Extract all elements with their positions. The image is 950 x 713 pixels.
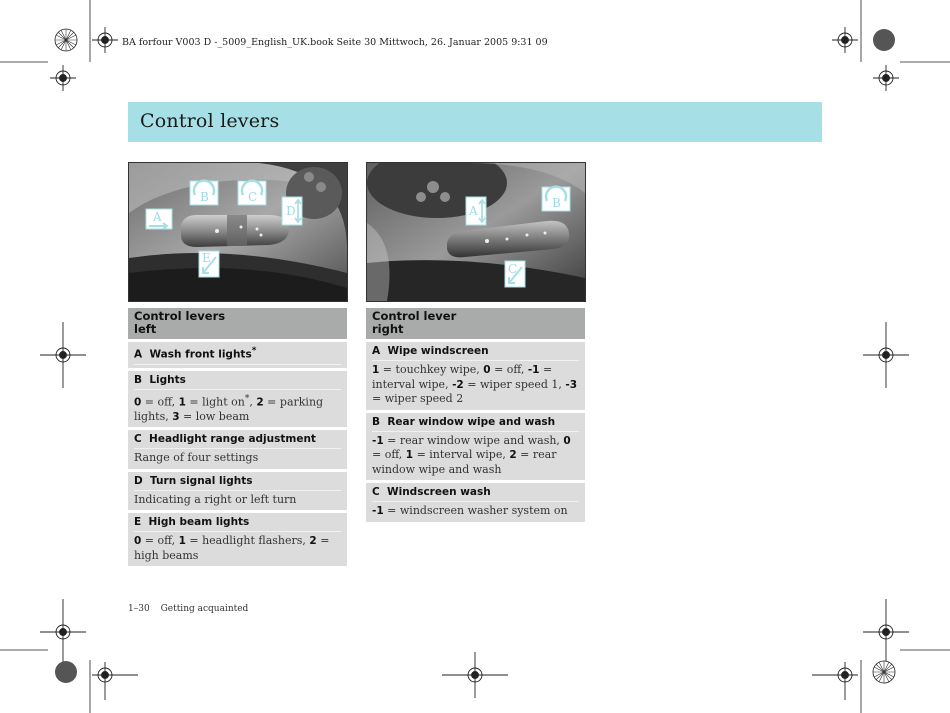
setting-value: -1 — [372, 505, 384, 517]
row-letter: C — [134, 433, 142, 446]
table-row — [366, 483, 585, 522]
table-header — [366, 308, 585, 339]
svg-text:E: E — [202, 251, 211, 265]
table-row — [128, 472, 347, 511]
svg-text:A: A — [469, 204, 478, 218]
row-heading — [134, 344, 341, 365]
table-header — [128, 308, 347, 339]
row-heading — [134, 373, 341, 390]
row-name: Windscreen wash — [387, 486, 491, 498]
row-heading — [134, 474, 341, 491]
row-letter: A — [372, 345, 381, 357]
row-letter: D — [134, 474, 143, 487]
setting-value: 3 — [172, 410, 180, 423]
row-heading — [372, 485, 579, 502]
svg-text:C: C — [508, 262, 518, 276]
row-description: Indicating a right or left turn — [134, 492, 297, 506]
table-subtitle: right — [372, 322, 404, 336]
print-header-line: BA forfour V003 D -_5009_English_UK.book Seite 30 Mittwoch, 26. Januar 2005 9:31 09 — [122, 37, 548, 48]
left-control-lever-image — [128, 162, 348, 302]
setting-value: -1 — [527, 364, 540, 376]
row-name: Wipe windscreen — [387, 345, 489, 357]
setting-value: 2 — [256, 396, 264, 409]
row-description: -1 = rear window wipe and wash, 0 = off, 1 = interval wipe, 2 = rear window wipe and wash — [372, 433, 571, 476]
table-row — [128, 371, 347, 428]
table-title: Control lever — [372, 309, 457, 323]
setting-value: 0 — [134, 396, 142, 409]
row-description: Range of four settings — [134, 451, 259, 465]
row-letter: C — [372, 486, 380, 498]
row-description: 0 = off, 1 = light on*, 2 = parking lights, 3 = low beam — [134, 393, 324, 423]
page-title: Control levers — [140, 110, 280, 132]
setting-value: 1 — [178, 535, 186, 548]
row-name: Lights — [149, 373, 186, 386]
setting-value: 0 — [134, 535, 142, 548]
footnote-marker: * — [251, 346, 257, 356]
title-band — [128, 102, 822, 142]
row-heading — [134, 432, 341, 449]
table-row — [366, 342, 585, 410]
page-footer — [128, 604, 256, 614]
setting-value: -3 — [565, 378, 578, 391]
right-lever-table — [366, 308, 585, 522]
row-letter: B — [372, 415, 381, 428]
setting-value: -2 — [452, 378, 464, 391]
svg-text:D: D — [286, 204, 296, 218]
row-description: 0 = off, 1 = headlight flashers, 2 = high beams — [134, 534, 330, 562]
row-heading — [134, 515, 341, 532]
svg-text:C: C — [248, 190, 258, 204]
setting-value: 1 — [372, 364, 380, 376]
setting-value: 0 — [483, 364, 491, 376]
row-name: Rear window wipe and wash — [387, 415, 556, 428]
table-subtitle: left — [134, 322, 157, 336]
table-row — [366, 413, 585, 481]
table-row — [128, 342, 347, 368]
table-title: Control levers — [134, 309, 226, 323]
setting-value: 2 — [309, 535, 317, 548]
footnote-marker: * — [244, 393, 250, 404]
svg-text:B: B — [200, 190, 209, 204]
svg-text:B: B — [552, 196, 561, 210]
row-heading — [372, 415, 579, 432]
row-name: Headlight range adjustment — [149, 433, 316, 446]
setting-value: 0 — [563, 434, 571, 447]
row-name: High beam lights — [148, 516, 250, 529]
page-number: 1–30 — [128, 604, 150, 614]
row-letter: B — [134, 373, 143, 386]
row-letter: E — [134, 516, 142, 529]
row-heading — [372, 344, 579, 361]
row-description: -1 = windscreen washer system on — [372, 504, 568, 517]
setting-value: 1 — [405, 449, 414, 461]
setting-value: 1 — [178, 396, 186, 409]
table-row — [128, 430, 347, 469]
table-row — [128, 513, 347, 566]
row-letter: A — [134, 348, 143, 361]
row-name: Wash front lights — [149, 348, 252, 361]
row-description: 1 = touchkey wipe, 0 = off, -1 = interval wipe, -2 = wiper speed 1, -3 = wiper speed 2 — [372, 363, 578, 405]
setting-value: -1 — [372, 434, 384, 447]
section-name: Getting acquainted — [160, 604, 249, 614]
right-control-lever-image — [366, 162, 586, 302]
setting-value: 2 — [509, 449, 517, 461]
row-name: Turn signal lights — [150, 474, 253, 487]
left-levers-table — [128, 308, 347, 566]
svg-text:A: A — [153, 210, 162, 224]
